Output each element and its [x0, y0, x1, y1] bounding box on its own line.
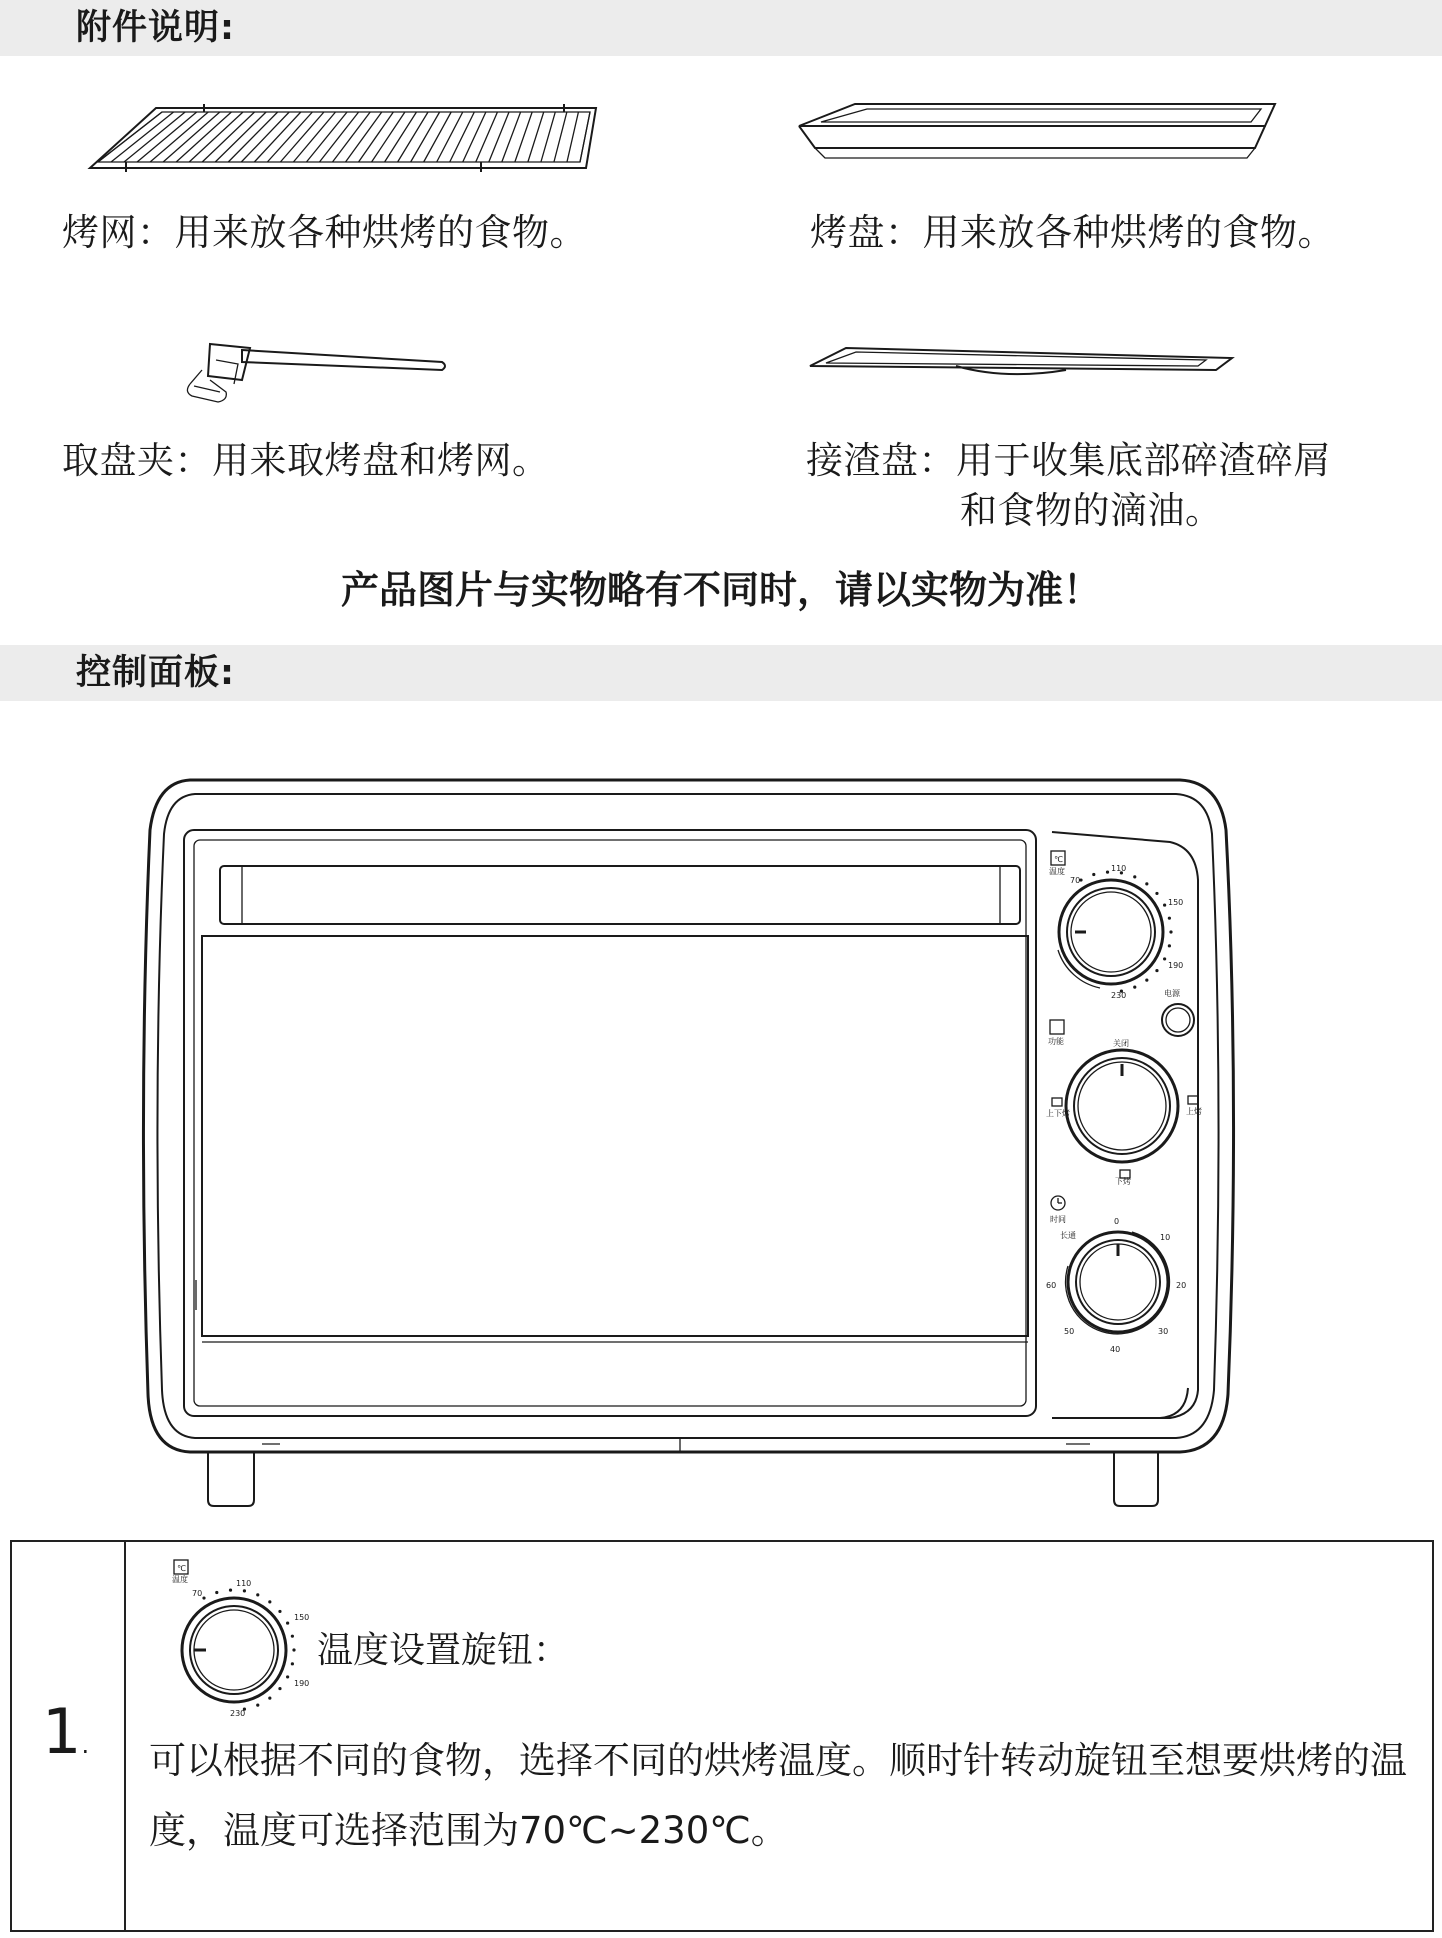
crumb-tray-caption-line1: 接渣盘：用于收集底部碎渣碎屑 — [806, 439, 1331, 482]
timer-knob[interactable] — [1065, 1232, 1169, 1334]
temp-label: 温度 — [1049, 867, 1065, 876]
temp-icon-text: ℃ — [1054, 855, 1063, 864]
temperature-knob[interactable] — [1058, 880, 1163, 988]
instruction-table — [10, 1540, 1434, 1932]
crumb-tray-caption-line2: 和食物的滴油。 — [960, 489, 1223, 532]
timer-mark-40: 40 — [1110, 1345, 1121, 1354]
knob-title: 温度设置旋钮： — [317, 1630, 570, 1671]
function-icon — [1050, 1020, 1064, 1034]
timer-mark-10: 10 — [1160, 1233, 1171, 1242]
power-indicator-icon — [1162, 1004, 1194, 1036]
tongs-caption: 取盘夹：用来取烤盘和烤网。 — [62, 439, 550, 482]
table-temp-mark-190: 190 — [294, 1679, 310, 1688]
function-knob[interactable] — [1066, 1050, 1178, 1162]
tray-caption: 烤盘：用来放各种烘烤的食物。 — [810, 211, 1335, 254]
table-temp-icon-text: ℃ — [177, 1564, 186, 1573]
function-mark-bottom: 下烤 — [1115, 1177, 1131, 1186]
timer-mark-stay-on: 长通 — [1060, 1231, 1076, 1240]
timer-mark-60: 60 — [1046, 1281, 1057, 1290]
control-panel-title: 控制面板: — [76, 653, 235, 693]
temp-mark-150: 150 — [1168, 898, 1184, 907]
temp-mark-110: 110 — [1111, 864, 1127, 873]
row-number: 1. — [42, 1695, 90, 1768]
timer-mark-50: 50 — [1064, 1327, 1075, 1336]
timer-mark-20: 20 — [1176, 1281, 1187, 1290]
timer-mark-0: 0 — [1114, 1217, 1120, 1226]
table-temp-mark-230: 230 — [230, 1709, 246, 1718]
table-divider — [124, 1542, 126, 1930]
power-label: 电源 — [1164, 989, 1180, 998]
timer-label: 时间 — [1050, 1215, 1066, 1224]
function-mark-top: 上烤 — [1186, 1107, 1202, 1116]
table-temp-label: 温度 — [172, 1575, 188, 1584]
rack-caption: 烤网：用来放各种烘烤的食物。 — [62, 211, 587, 254]
function-mark-off: 关闭 — [1113, 1039, 1129, 1048]
table-temp-mark-70: 70 — [192, 1589, 203, 1598]
temp-mark-230: 230 — [1111, 991, 1127, 1000]
accessories-title: 附件说明: — [76, 8, 235, 48]
table-temp-mark-150: 150 — [294, 1613, 310, 1622]
function-mark-top-bottom: 上下烤 — [1046, 1109, 1070, 1118]
temperature-knob-diagram — [158, 1556, 328, 1716]
function-label: 功能 — [1048, 1037, 1064, 1046]
knob-description: 可以根据不同的食物，选择不同的烘烤温度。顺时针转动旋钮至想要烘烤的温度，温度可选择范围为70℃~230℃。 — [149, 1739, 1407, 1852]
table-temp-mark-110: 110 — [236, 1579, 252, 1588]
timer-mark-30: 30 — [1158, 1327, 1169, 1336]
temp-mark-70: 70 — [1070, 876, 1081, 885]
notice-text: 产品图片与实物略有不同时，请以实物为准！ — [340, 568, 1101, 612]
temp-mark-190: 190 — [1168, 961, 1184, 970]
clock-icon — [1051, 1196, 1065, 1210]
